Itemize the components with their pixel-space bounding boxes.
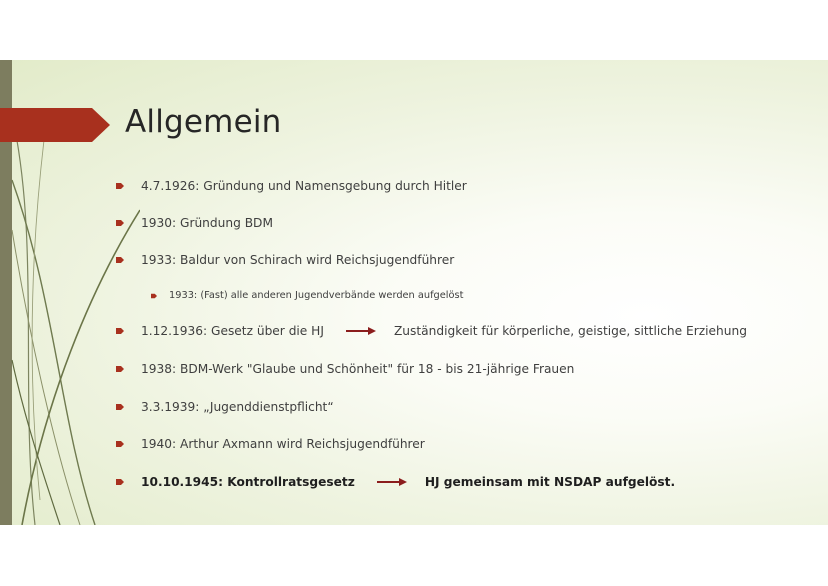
- list-item-result-text: Zuständigkeit für körperliche, geistige, sittliche Erziehung: [393, 324, 747, 338]
- slide: [0, 60, 828, 525]
- list-item: [116, 475, 675, 489]
- list-item-text: 10.10.1945: Kontrollratsgesetz: [141, 475, 355, 489]
- sub-list-item: [151, 290, 463, 301]
- list-item-text: 1930: Gründung BDM: [141, 216, 273, 230]
- title-arrow-icon: [0, 108, 110, 142]
- bullet-icon: [151, 293, 157, 299]
- list-item: [116, 362, 574, 376]
- bullet-icon: [116, 478, 124, 486]
- bullet-icon: [116, 219, 124, 227]
- list-item-text: 1933: Baldur von Schirach wird Reichsjugendführer: [141, 253, 455, 267]
- list-item: [116, 324, 747, 338]
- bullet-icon: [116, 403, 124, 411]
- list-item-text: 1933: (Fast) alle anderen Jugendverbände werden aufgelöst: [169, 290, 464, 301]
- bullet-icon: [116, 440, 124, 448]
- list-item-text: 1938: BDM-Werk "Glaube und Schönheit" für 18 - bis 21-jährige Frauen: [141, 362, 575, 376]
- slide-title: Allgemein: [125, 104, 282, 140]
- bullet-icon: [116, 182, 124, 190]
- list-item-text: 3.3.1939: „Jugenddienstpflicht“: [141, 400, 334, 414]
- right-arrow-icon: [346, 327, 376, 335]
- right-arrow-icon: [377, 478, 407, 486]
- list-item: [116, 216, 273, 230]
- list-item: [116, 437, 425, 451]
- list-item-text: 1940: Arthur Axmann wird Reichsjugendführer: [141, 437, 425, 451]
- list-item-text: 4.7.1926: Gründung und Namensgebung durch Hitler: [141, 179, 467, 193]
- list-item: [116, 253, 454, 267]
- bullet-icon: [116, 365, 124, 373]
- bullet-icon: [116, 327, 124, 335]
- list-item: [116, 179, 467, 193]
- list-item-text: 1.12.1936: Gesetz über die HJ: [141, 324, 324, 338]
- list-item: [116, 400, 334, 414]
- list-item-result-text: HJ gemeinsam mit NSDAP aufgelöst.: [424, 475, 676, 489]
- bullet-icon: [116, 256, 124, 264]
